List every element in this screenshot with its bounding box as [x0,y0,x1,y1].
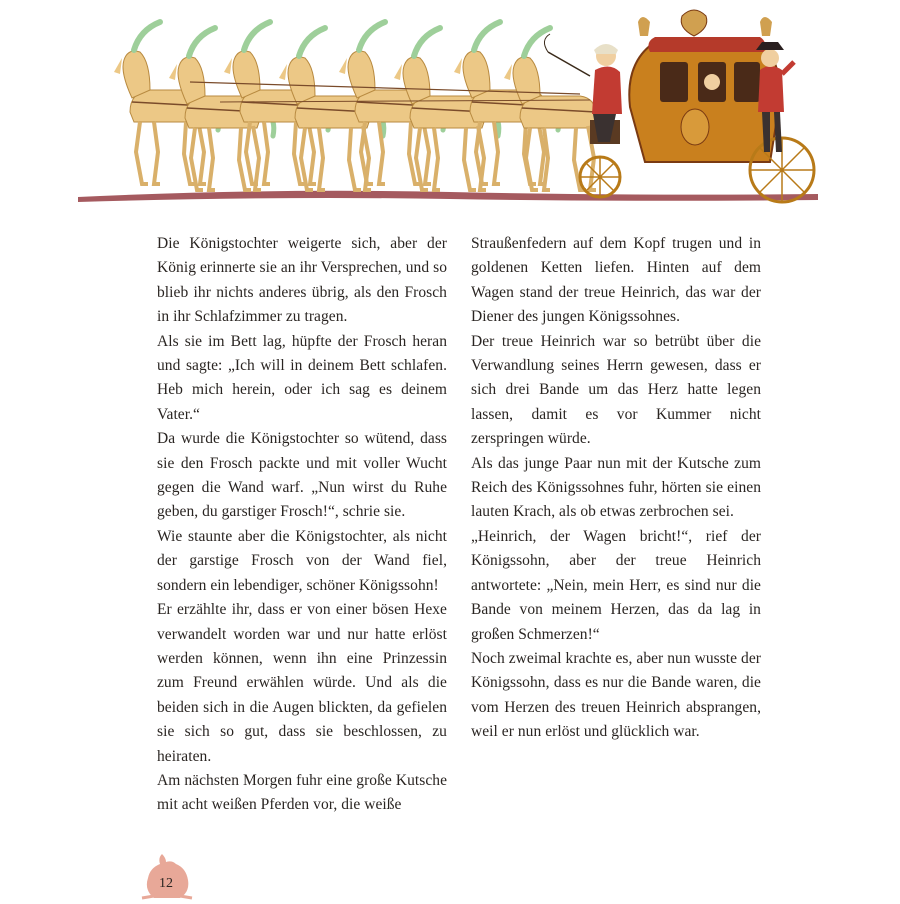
paragraph: Er erzählte ihr, dass er von einer bösen Hexe verwandelt worden war und nur hatte erlöst werden können, wenn ihn eine Prinzessin zum Freund erwählen würde. Und als die beiden sich in die Augen blickten, da gefielen sie sich so gut, dass sie beschlossen, zu heiraten. [157,601,447,765]
paragraph: Als das junge Paar nun mit der Kutsche zum Reich des Königssohnes fuhr, hörten sie einen lauten Krach, als ob etwas zerbrochen sei. [471,454,761,521]
paragraph: Wie staunte aber die Königstochter, als nicht der garstige Frosch von der Wand fiel, sondern ein lebendiger, schöner Königssohn! [157,527,447,594]
ground-shadow [78,191,818,202]
text-column-right [471,232,761,745]
paragraph: Noch zweimal krachte es, aber nun wusste der Königssohn, dass es nur die Bande waren, die vom Herzen des treuen Heinrich absprangen, weil er nun erlöst und glücklich war. [471,649,761,741]
horse-team [114,22,609,190]
carriage-with-horses-illustration [70,2,830,212]
golden-coach [629,10,779,162]
paragraph: Als sie im Bett lag, hüpfte der Frosch heran und sagte: „Ich will in deinem Bett schlafen. Heb mich herein, oder ich sag es deinem Vater.“ [157,332,447,423]
page-number-marker [140,850,194,900]
paragraph: Da wurde die Königstochter so wütend, dass sie den Frosch packte und mit voller Wucht gegen die Wand warf. „Nun wirst du Ruhe geben, du garstiger Frosch!“, schrie sie. [157,430,447,521]
paragraph: Straußenfedern auf dem Kopf trugen und in goldenen Ketten liefen. Hinten auf dem Wagen stand der treue Heinrich, das war der Diener des jungen Königssohnes. [471,235,761,326]
paragraph: Am nächsten Morgen fuhr eine große Kutsche mit acht weißen Pferden vor, die weiße [157,771,447,814]
paragraph: Die Königstochter weigerte sich, aber der König erinnerte sie an ihr Versprechen, und so blieb ihr nichts anderes übrig, als den Frosch in ihr Schlafzimmer zu tragen. [157,235,447,326]
frog-silhouette-icon [140,850,194,900]
text-column-left [157,232,447,818]
page-number: 12 [159,876,173,891]
paragraph: „Heinrich, der Wagen bricht!“, rief der Königssohn, aber der treue Heinrich antwortete: „Nein, mein Herr, es sind nur die Bande von meinem Herzen, das da lag in großen Schmerzen!“ [471,527,761,643]
paragraph: Der treue Heinrich war so betrübt über die Verwandlung seines Herrn gewesen, dass er sich drei Bande um das Herz hatte legen lassen, damit es vor Kummer nicht zerspringen würde. [471,332,761,448]
